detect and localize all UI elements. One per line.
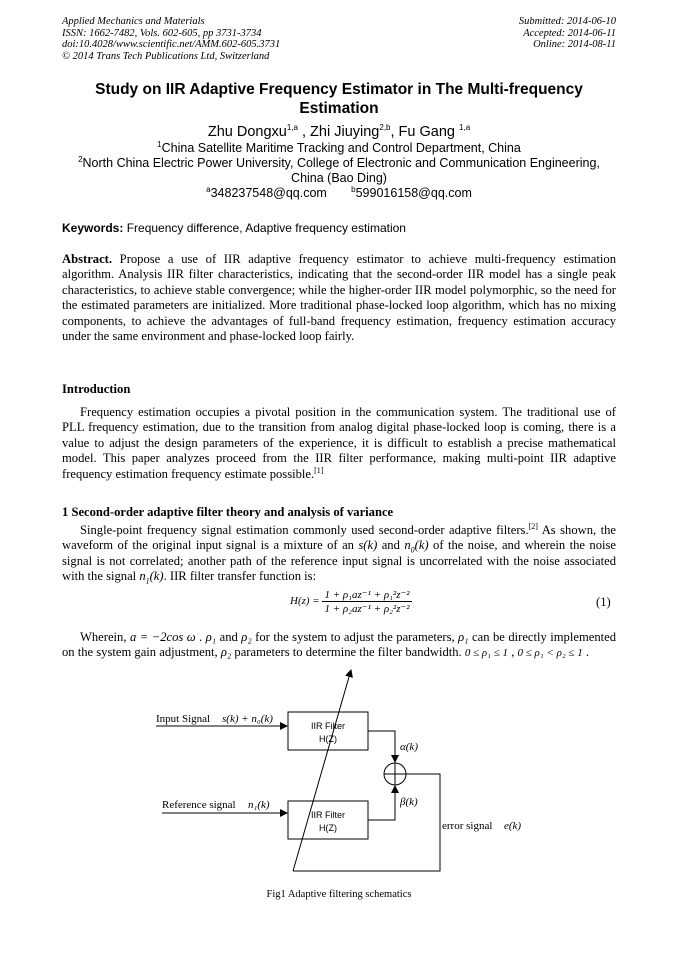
paper-title: Study on IIR Adaptive Frequency Estimator in The Multi-frequency Estimation	[95, 81, 583, 117]
alpha-label: α(k)	[400, 741, 418, 753]
author-1-sup: 1,a	[286, 123, 298, 133]
error-signal-label: error signal	[442, 820, 493, 832]
math-n0-k	[404, 538, 429, 555]
s1-p1-c: of the noise, and wherein the noise signal is not correlated; another path of the reference input signal is uncorrelated with the noise associated with the signal	[62, 538, 616, 584]
s1-p1-b: As shown, the waveform of the original input signal is a mixture of an	[62, 523, 616, 553]
author-3: , Fu Gang	[390, 124, 460, 140]
adaptation-arrow	[293, 670, 351, 871]
journal-header-right	[519, 16, 616, 51]
journal-header-left	[62, 16, 280, 62]
online-date: Online: 2014-08-11	[533, 39, 616, 50]
math-rho2: ρ₂	[241, 630, 252, 644]
journal-copyright: © 2014 Trans Tech Publications Ltd, Switzerland	[62, 50, 270, 62]
iir-filter-1-box	[288, 712, 368, 750]
section-1-paragraph-1	[62, 523, 616, 585]
keywords-text: Frequency difference, Adaptive frequency estimation	[123, 221, 406, 235]
math-n1-k	[139, 569, 164, 586]
keywords	[62, 221, 616, 236]
author-2: , Zhi Jiuying	[297, 124, 380, 140]
email-a: 348237548@qq.com	[210, 186, 327, 200]
s1-p2-c: and	[216, 630, 242, 644]
journal-issn: ISSN: 1662-7482, Vols. 602-605, pp 3731-3734	[62, 27, 262, 39]
s1-p2-a: Wherein,	[80, 630, 130, 644]
math-n0-arg: (k)	[414, 538, 429, 553]
beta-label: β(k)	[400, 796, 418, 808]
s1-p2-e: can be directly implemented on the system gain adjustment,	[62, 630, 617, 660]
math-n0-letter: n	[404, 538, 411, 553]
s1-p1-d: . IIR filter transfer function is:	[163, 569, 317, 584]
introduction-body: Frequency estimation occupies a pivotal position in the communication system. The traditional use of PLL frequency estimation, due to the transition from analog digital phase-locked loop is coming, there is a value to adjust the design parameters of the experience, it is difficult to establish a precise mathematical model. This paper analyzes proceed from the IIR filter performance, making multi-point IIR adaptive frequency estimation frequency estimate possible.	[62, 405, 616, 481]
abstract-label: Abstract.	[62, 252, 113, 266]
author-3-sup: 1,a	[459, 123, 471, 133]
s1-p2-f: parameters to determine the filter bandwidth.	[231, 645, 462, 660]
equation-1	[290, 588, 412, 615]
journal-doi: doi:10.4028/www.scientific.net/AMM.602-605.3731	[62, 39, 281, 50]
iir-filter-1-label: IIR Filter	[310, 721, 346, 731]
iir-filter-1-hz: H(Z)	[319, 734, 337, 744]
math-rho2-b: ρ₂	[220, 645, 232, 660]
iir-filter-2-label: IIR Filter	[310, 810, 346, 820]
math-rho1-b: ρ₁	[458, 630, 469, 644]
introduction-text	[62, 405, 616, 482]
s1-p2-end: .	[582, 645, 590, 660]
affiliation-2-sup: 2	[78, 154, 83, 164]
abstract	[62, 252, 616, 344]
filter-1-output-line	[368, 731, 395, 762]
journal-name: Applied Mechanics and Materials	[62, 16, 205, 27]
equation-denominator: 1 + ρ₂az⁻¹ + ρ₂²z⁻²	[324, 603, 410, 615]
reference-signal-math: n₁(k)	[248, 799, 270, 811]
email-b: 599016158@qq.com	[355, 186, 472, 200]
s1-p2-b: .	[195, 630, 206, 644]
introduction-heading: Introduction	[62, 382, 131, 396]
equation-number: (1)	[596, 595, 611, 609]
submitted-date: Submitted: 2014-06-10	[518, 16, 616, 27]
math-n1-letter: n	[139, 569, 146, 584]
author-list	[62, 124, 616, 201]
math-n0-sub: 0	[410, 545, 415, 555]
equation-fraction	[322, 588, 411, 615]
s1-and: and	[377, 538, 405, 553]
math-rho1: ρ₁	[205, 630, 217, 644]
error-signal-math: e(k)	[504, 820, 522, 832]
adaptive-filter-diagram	[150, 668, 540, 883]
input-signal-label: Input Signal	[156, 713, 211, 725]
math-cond-sep: ,	[508, 645, 518, 660]
s1-p1-a: Single-point frequency signal estimation commonly used second-order adaptive filters.	[80, 523, 529, 537]
author-1: Zhu Dongxu	[207, 124, 287, 140]
math-a-def: a = −2cos ω	[129, 630, 196, 644]
affiliation-2	[62, 156, 616, 186]
accepted-date: Accepted: 2014-06-11	[523, 27, 616, 39]
figure-caption: Fig1 Adaptive filtering schematics	[266, 889, 412, 900]
input-signal-math: s(k) + n₀(k)	[222, 713, 273, 725]
author-2-sup: 2,b	[379, 123, 391, 133]
affiliation-1-text: China Satellite Maritime Tracking and Control Department, China	[161, 141, 521, 155]
math-n1-sub: 1	[145, 576, 150, 586]
author-emails	[62, 186, 616, 201]
math-cond1: 0 ≤ ρ₁ ≤ 1	[464, 647, 509, 660]
email-b-sup: b	[351, 184, 356, 194]
filter-2-output-line	[368, 786, 395, 820]
affiliation-1	[62, 141, 616, 156]
abstract-text: Propose a use of IIR adaptive frequency estimator to achieve multi-frequency estimation algorithm. Analysis IIR filter characteristics, indicating that the second-order IIR model has a single peak characteristics, to achieve stable convergence; while the higher-order IIR model polymorphic, so the need for the estimated parameters are initialized. More traditional phase-locked loop algorithm, which has no mixing components, to achieve the advantages of full-band frequency estimation, frequency estimation accuracy under the same environment and phase-locked loop fairly.	[62, 252, 616, 344]
s1-p1-ref: [2]	[528, 521, 538, 531]
affiliation-2-text: North China Electric Power University, College of Electronic and Communication Engineering, China (Bao Ding)	[82, 156, 600, 185]
section-1-paragraph-2	[62, 630, 616, 662]
equation-numerator: 1 + ρ₁az⁻¹ + ρ₁²z⁻²	[324, 589, 410, 601]
reference-signal-label: Reference signal	[162, 799, 236, 811]
email-a-sup: a	[206, 184, 211, 194]
s1-p2-d: for the system to adjust the parameters,	[251, 630, 459, 644]
math-s-k: s(k)	[358, 538, 378, 553]
introduction-ref: [1]	[314, 465, 324, 475]
math-cond2: 0 ≤ ρ₁ < ρ₂ ≤ 1	[517, 647, 583, 660]
math-n1-arg: (k)	[149, 569, 164, 584]
affiliation-1-sup: 1	[157, 139, 162, 149]
equation-lhs: H(z) =	[290, 595, 320, 608]
keywords-label: Keywords:	[62, 221, 124, 235]
iir-filter-2-hz: H(Z)	[319, 823, 337, 833]
iir-filter-2-box	[288, 801, 368, 839]
section-1-heading: 1 Second-order adaptive filter theory and analysis of variance	[62, 505, 394, 519]
